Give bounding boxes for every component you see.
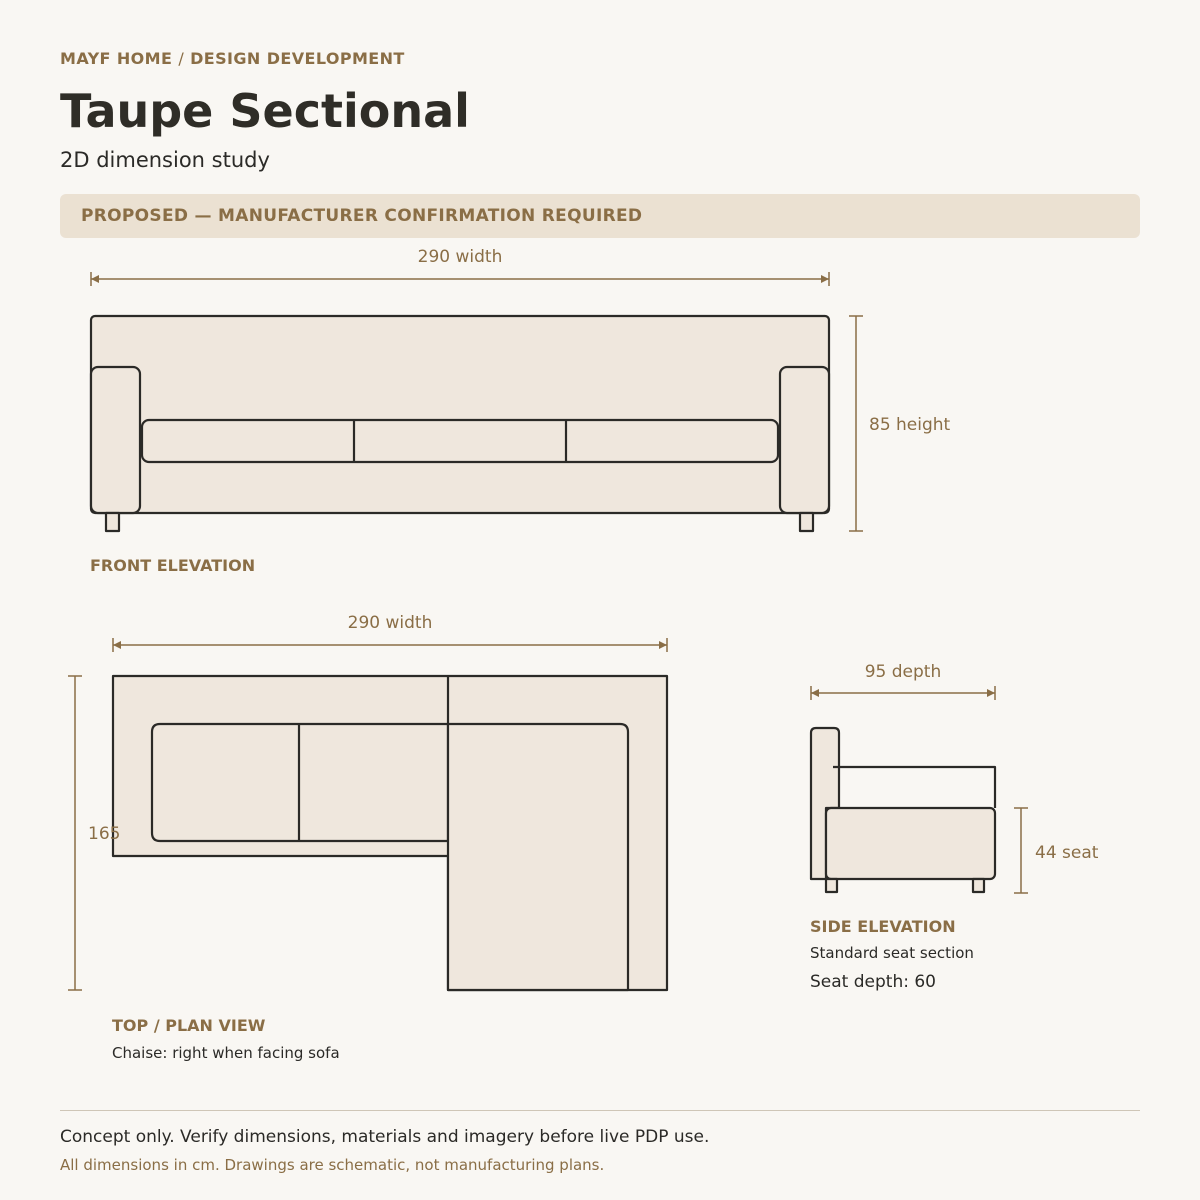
side-elevation-label: SIDE ELEVATION bbox=[810, 917, 956, 936]
front-width-dimension bbox=[91, 272, 829, 286]
seat-depth-value: Seat depth: 60 bbox=[810, 972, 936, 992]
front-arm-right bbox=[780, 367, 829, 513]
plan-width-dimension bbox=[113, 638, 667, 652]
plan-chaise-cushion bbox=[448, 724, 628, 990]
status-banner: PROPOSED — MANUFACTURER CONFIRMATION REQUIRED bbox=[60, 194, 1140, 238]
front-leg-right bbox=[800, 513, 813, 531]
side-depth-dimension bbox=[811, 686, 995, 700]
side-elevation-drawing bbox=[811, 728, 995, 892]
front-height-label: 85 height bbox=[869, 415, 951, 435]
side-elevation-caption: Standard seat section bbox=[810, 944, 974, 962]
front-height-dimension bbox=[849, 316, 863, 531]
side-depth-label: 95 depth bbox=[864, 662, 942, 682]
plan-depth-dimension bbox=[68, 676, 82, 990]
breadcrumb-item-design-development[interactable]: DESIGN DEVELOPMENT bbox=[190, 49, 405, 68]
breadcrumb-separator: / bbox=[178, 49, 185, 68]
front-sofa-back bbox=[91, 316, 829, 513]
plan-width-label: 290 width bbox=[347, 613, 433, 633]
plan-view-caption: Chaise: right when facing sofa bbox=[112, 1044, 340, 1062]
page-title: Taupe Sectional bbox=[60, 84, 470, 138]
front-elevation-drawing bbox=[91, 316, 829, 531]
footer-divider bbox=[60, 1110, 1140, 1111]
side-seat-dimension bbox=[1014, 808, 1028, 893]
plan-view-drawing bbox=[113, 676, 667, 990]
side-leg-front bbox=[826, 879, 837, 892]
front-elevation-label: FRONT ELEVATION bbox=[90, 556, 256, 575]
page-subtitle: 2D dimension study bbox=[60, 148, 270, 172]
footer-units-note: All dimensions in cm. Drawings are schematic, not manufacturing plans. bbox=[60, 1156, 605, 1174]
front-seat-cushions bbox=[142, 420, 778, 462]
side-leg-rear bbox=[973, 879, 984, 892]
side-seat-label: 44 seat bbox=[1035, 843, 1099, 863]
side-seat-cushion bbox=[826, 808, 995, 879]
plan-depth-label: 165 bbox=[88, 824, 121, 844]
front-leg-left bbox=[106, 513, 119, 531]
footer-disclaimer: Concept only. Verify dimensions, materials and imagery before live PDP use. bbox=[60, 1127, 710, 1147]
front-arm-left bbox=[91, 367, 140, 513]
front-width-label: 290 width bbox=[417, 247, 503, 267]
plan-view-label: TOP / PLAN VIEW bbox=[112, 1016, 266, 1035]
breadcrumb-item-home[interactable]: MAYF HOME bbox=[60, 49, 173, 68]
side-arm-profile bbox=[833, 767, 995, 808]
